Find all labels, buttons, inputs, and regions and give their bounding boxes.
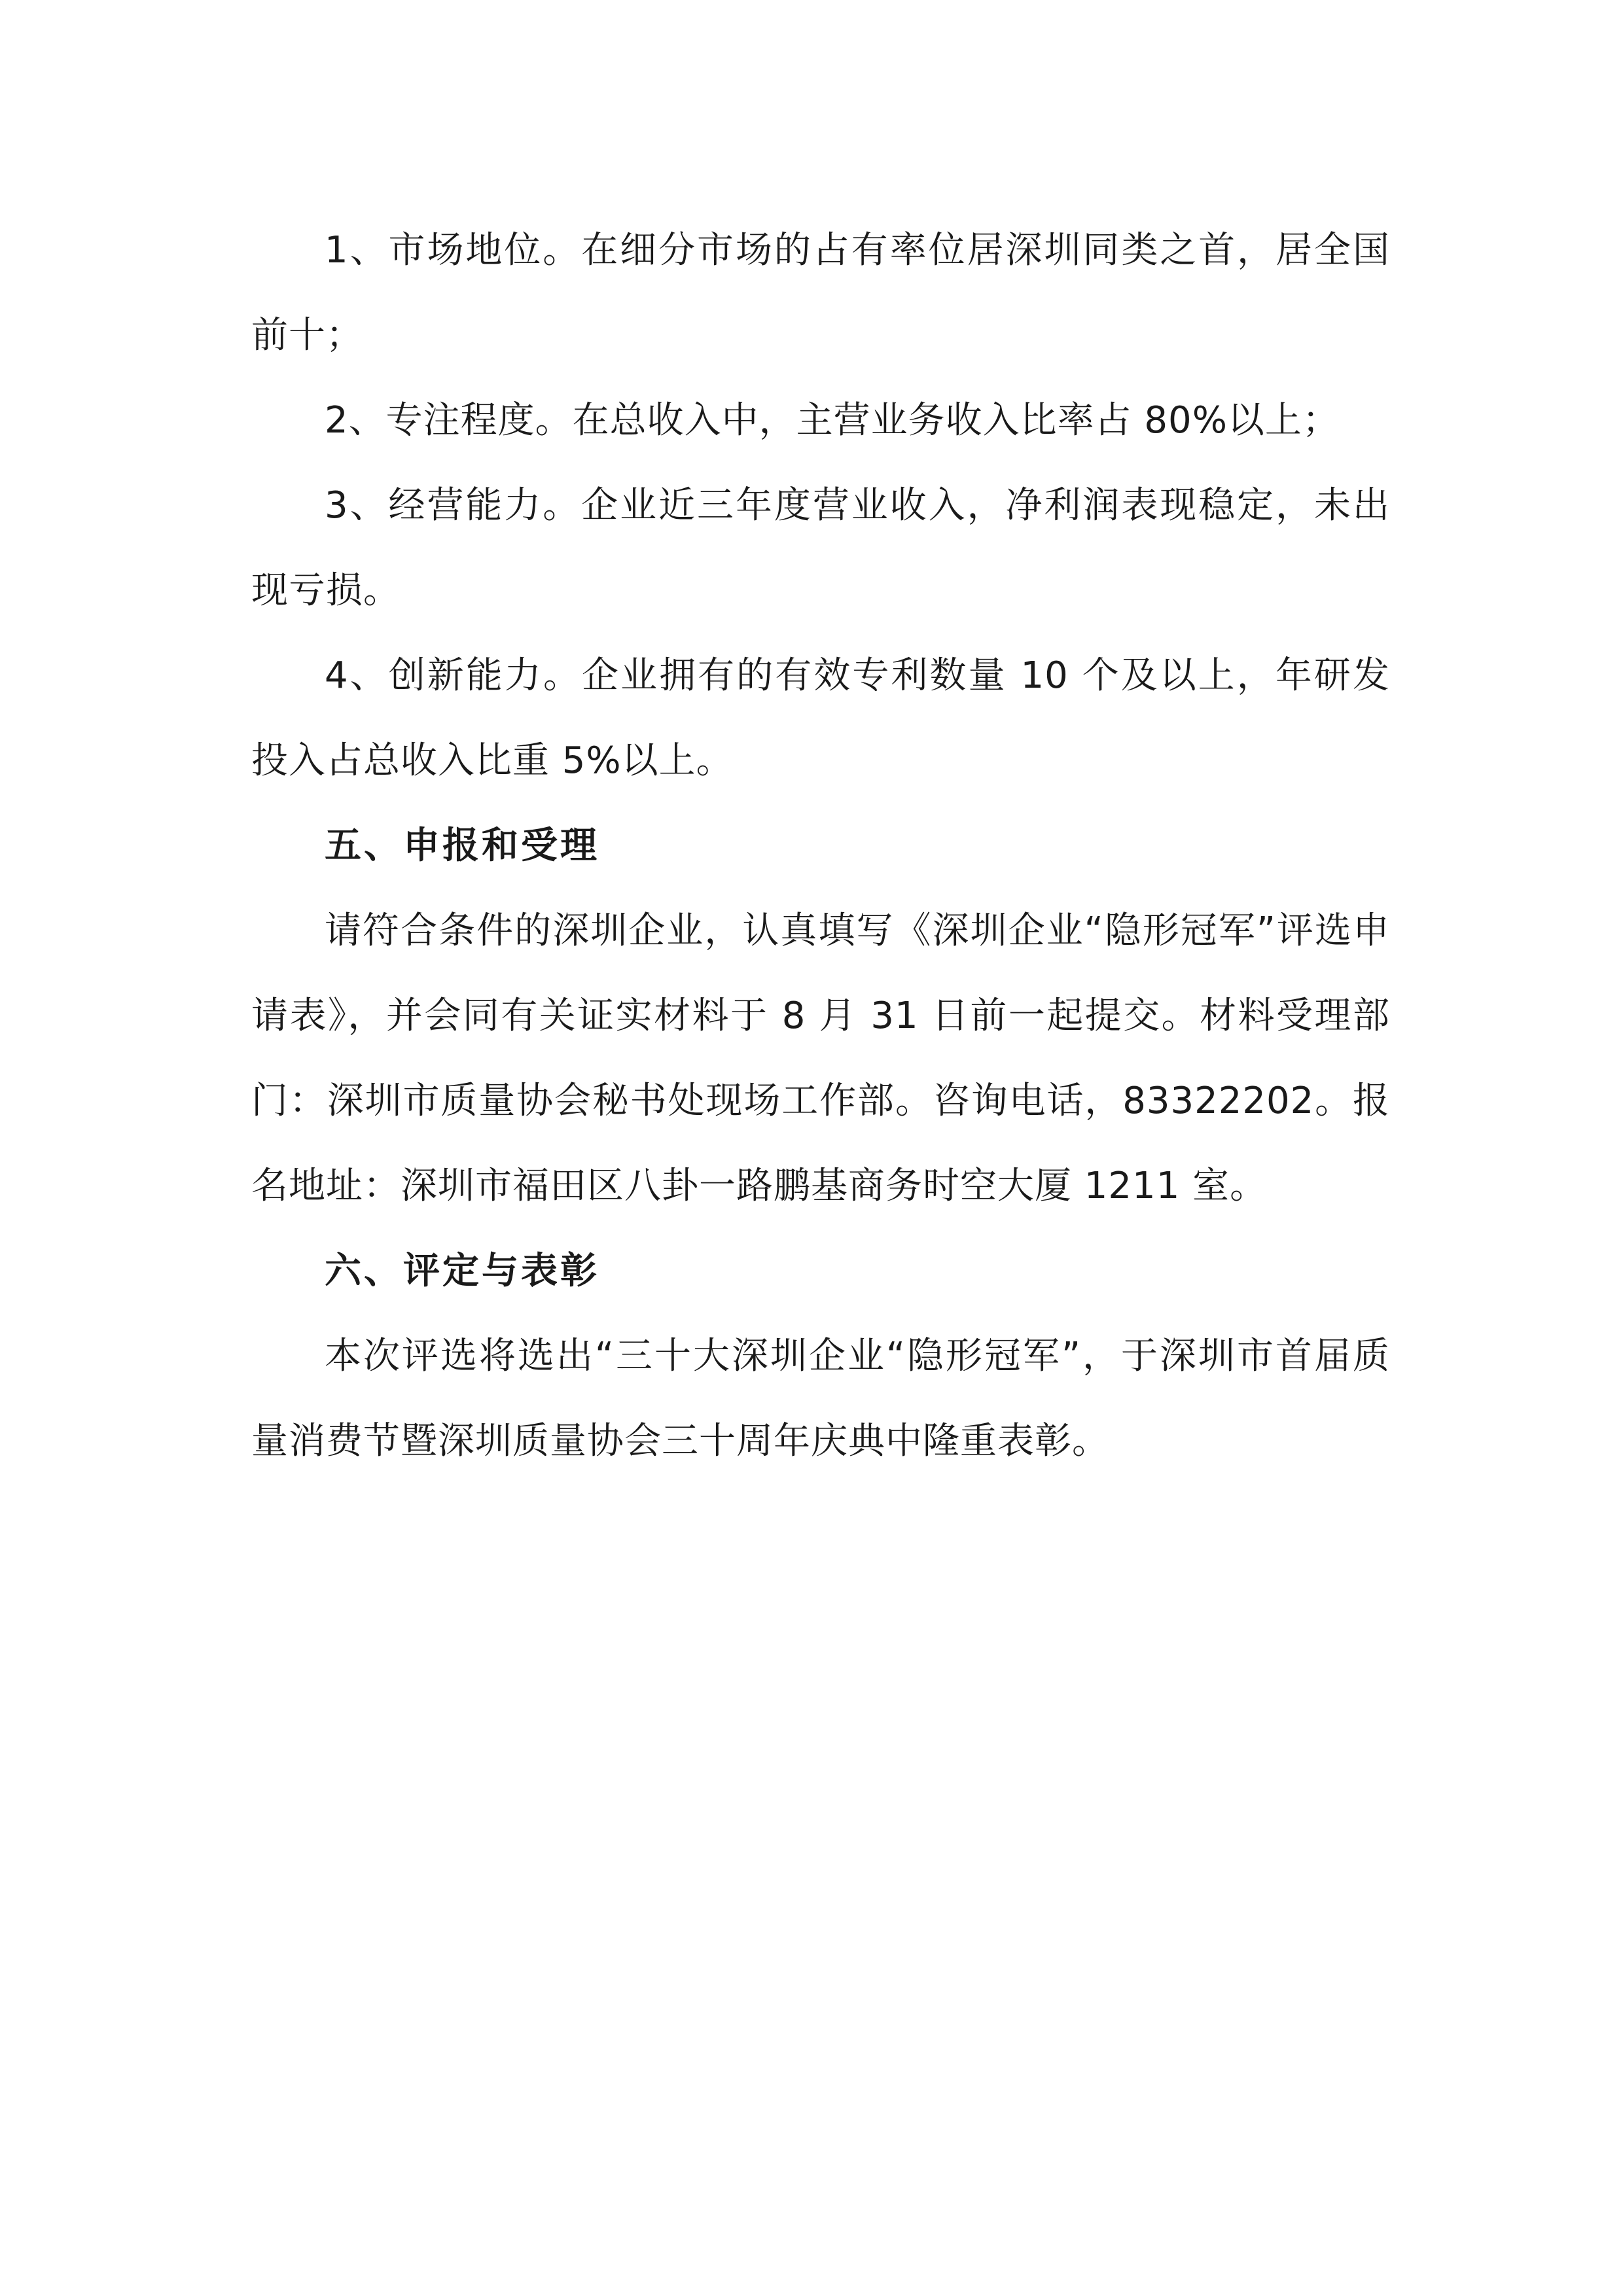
section-heading-application: 五、申报和受理 bbox=[325, 824, 599, 867]
criterion-market-position: 1、市场地位。在细分市场的占有率位居深圳同类之首，居全国前十； bbox=[251, 229, 1390, 357]
document-content bbox=[251, 208, 1390, 1484]
section-heading-evaluation: 六、评定与表彰 bbox=[325, 1250, 599, 1292]
section-body-evaluation: 本次评选将选出“三十大深圳企业“隐形冠军”，于深圳市首届质量消费节暨深圳质量协会三十周年庆典中隆重表彰。 bbox=[251, 1335, 1390, 1462]
section-body-application: 请符合条件的深圳企业，认真填写《深圳企业“隐形冠军”评选申请表》，并会同有关证实材料于 8 月 31 日前一起提交。材料受理部门：深圳市质量协会秘书处现场工作部。咨询电话，83322202。报名地址：深圳市福田区八卦一路鹏基商务时空大厦 1211 室。 bbox=[251, 910, 1390, 1207]
criterion-operation: 3、经营能力。企业近三年度营业收入，净利润表现稳定，未出现亏损。 bbox=[251, 484, 1390, 612]
criterion-innovation: 4、创新能力。企业拥有的有效专利数量 10 个及以上，年研发投入占总收入比重 5%以上。 bbox=[251, 654, 1390, 782]
criterion-focus: 2、专注程度。在总收入中，主营业务收入比率占 80%以上； bbox=[325, 399, 1340, 442]
